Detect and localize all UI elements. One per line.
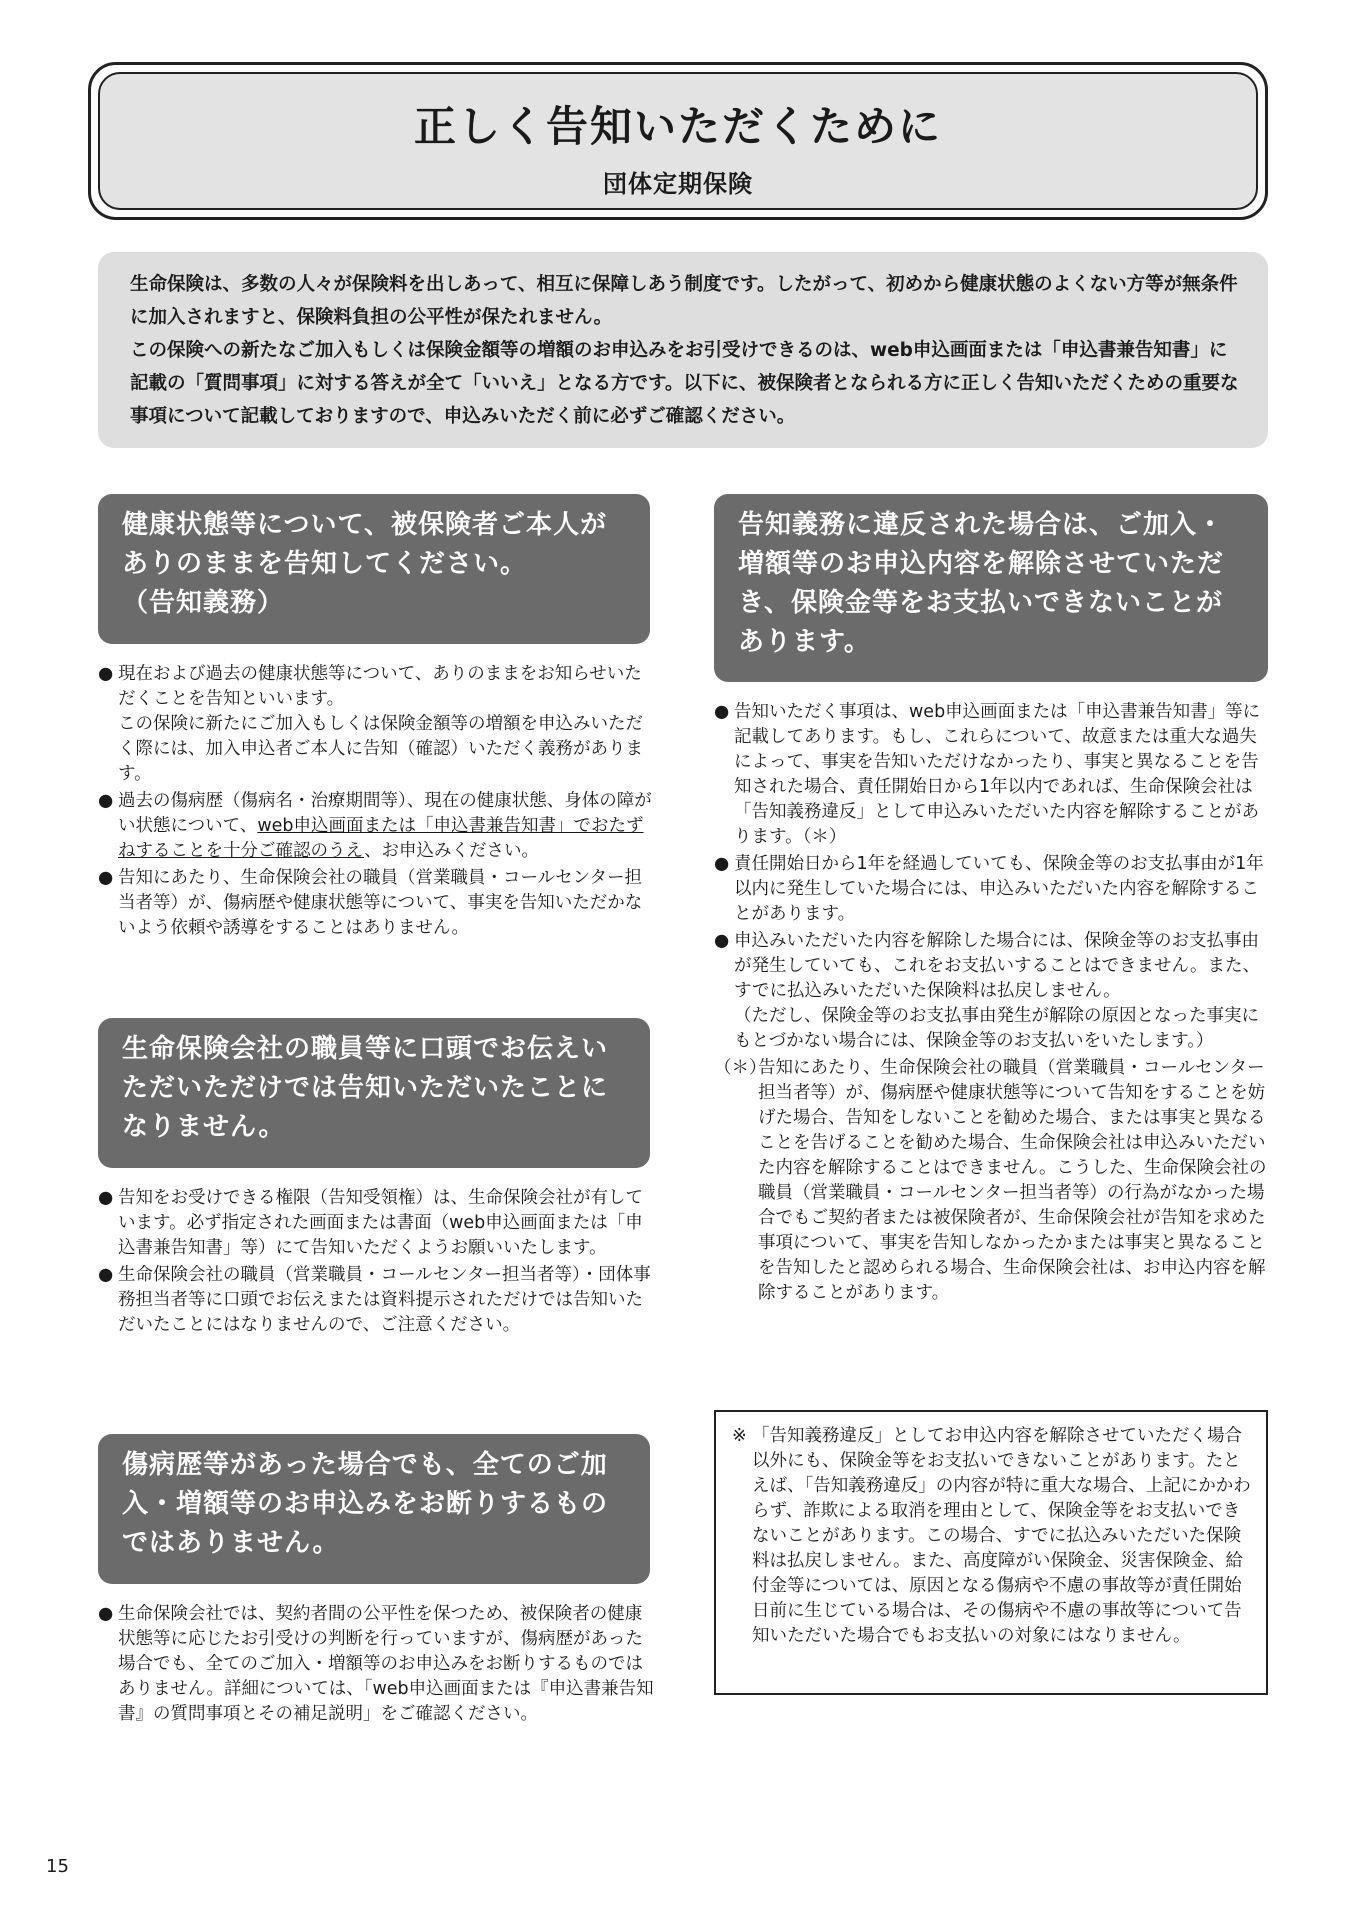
intro-box — [98, 252, 1268, 448]
note-mark: ※ — [732, 1426, 747, 1446]
item-text: 告知をお受けできる権限（告知受領権）は、生命保険会社が有しています。必ず指定された画面または書面（web申込画面または「申込書兼告知書」等）にて告知いただくようお願いいたします。 — [118, 1188, 643, 1258]
item-text: 責任開始日から1年を経過していても、保険金等のお支払事由が1年以内に発生していた場合には、申込みいただいた内容を解除することがあります。 — [734, 854, 1264, 924]
heading-line: あります。 — [738, 627, 871, 657]
heading-line: ただいただけでは告知いただいたことに — [122, 1073, 609, 1103]
section-heading-medical-history — [98, 1434, 650, 1584]
item-text: 生命保険会社の職員（営業職員・コールセンター担当者等）・団体事務担当者等に口頭でお伝えまたは資料提示されただけでは告知いただいたことにはなりませんので、ご注意ください。 — [118, 1265, 651, 1335]
heading-line: き、保険金等をお支払いできないことが — [738, 588, 1223, 618]
list-item — [98, 1186, 654, 1261]
section-body-oral-notice — [98, 1186, 654, 1338]
note-box — [714, 1410, 1268, 1695]
heading-line: 入・増額等のお申込みをお断りするもの — [122, 1489, 609, 1519]
page-number: 15 — [46, 1856, 69, 1877]
heading-line: 告知義務に違反された場合は、ご加入・ — [738, 510, 1225, 540]
item-text: 、お申込みください。 — [364, 841, 540, 861]
list-item — [98, 662, 654, 787]
section-heading-duty-to-disclose — [98, 494, 650, 644]
list-item — [98, 1263, 654, 1338]
title-frame — [88, 62, 1268, 220]
title-box — [98, 72, 1258, 210]
page-subtitle: 団体定期保険 — [603, 170, 753, 198]
item-text: 申込みいただいた内容を解除した場合には、保険金等のお支払事由が発生していても、これをお支払いすることはできません。また、すでに払込みいただいた保険料は払戻しません。 — [734, 931, 1261, 1001]
item-text-continued: この保険に新たにご加入もしくは保険金額等の増額を申込みいただく際には、加入申込者ご本人に告知（確認）いただく義務があります。 — [118, 714, 643, 784]
bullet-icon: ● — [98, 1604, 114, 1624]
heading-line: ありのままを告知してください。 — [122, 549, 528, 579]
item-text: 告知にあたり、生命保険会社の職員（営業職員・コールセンター担当者等）が、傷病歴や健康状態等について、事実を告知いただかないよう依頼や誘導をすることはありません。 — [118, 868, 643, 938]
heading-line: 傷病歴等があった場合でも、全てのご加 — [122, 1450, 608, 1480]
footnote-text: 告知にあたり、生命保険会社の職員（営業職員・コールセンター担当者等）が、傷病歴や健康状態等について告知をすることを妨げた場合、告知をしないことを勧めた場合、または事実と異なることを告げることを勧めた場合、生命保険会社は申込みいただいた内容を解除することはできません。こうした、生命保険会社の職員（営業職員・コールセンター担当者等）の行為がなかった場合でもご契約者または被保険者が、生命保険会社が告知を求めた事項について、事実を告知しなかったかまたは事実と異なることを告知したと認められる場合、生命保険会社は、お申込内容を解除することがあります。 — [758, 1058, 1267, 1303]
heading-line: なりません。 — [122, 1112, 286, 1142]
item-text-continued: （ただし、保険金等のお支払事由発生が解除の原因となった事実にもとづかない場合には、保険金等のお支払いをいたします。） — [734, 1006, 1259, 1051]
section-heading-violation — [714, 494, 1268, 682]
section-body-violation — [714, 700, 1270, 1306]
bullet-icon: ● — [98, 791, 114, 811]
list-item — [98, 789, 654, 864]
asterisk-mark: （＊） — [714, 1058, 767, 1078]
section-body-medical-history — [98, 1602, 654, 1727]
list-item — [714, 852, 1270, 927]
bullet-icon: ● — [98, 1188, 114, 1208]
note-item — [732, 1424, 1252, 1649]
list-item — [98, 1602, 654, 1727]
note-text: 「告知義務違反」としてお申込内容を解除させていただく場合以外にも、保険金等をお支払いできないことがあります。たとえば、「告知義務違反」の内容が特に重大な場合、上記にかかわらず、詐欺による取消を理由として、保険金等をお支払いできないことがあります。この場合、すでに払込みいただいた保険料は払戻しません。また、高度障がい保険金、災害保険金、給付金等については、原因となる傷病や不慮の事故等が責任開始日前に生じている場合は、その傷病や不慮の事故等について告知いただいた場合でもお支払いの対象にはなりません。 — [752, 1426, 1251, 1646]
list-item — [714, 700, 1270, 850]
bullet-icon: ● — [98, 868, 114, 888]
list-item — [714, 929, 1270, 1054]
item-text: 過去の傷病歴（傷病名・治療期間等）、現在の健康状態、身体の障がい状態について、 — [118, 791, 652, 836]
section-heading-oral-notice — [98, 1018, 650, 1168]
heading-line: 健康状態等について、被保険者ご本人が — [122, 510, 607, 540]
heading-line: 増額等のお申込内容を解除させていただ — [738, 549, 1225, 579]
item-text: 現在および過去の健康状態等について、ありのままをお知らせいただくことを告知といいます。 — [118, 664, 642, 709]
section-body-duty-to-disclose — [98, 662, 654, 941]
item-text: 生命保険会社では、契約者間の公平性を保つため、被保険者の健康状態等に応じたお引受けの判断を行っていますが、傷病歴があった場合でも、全てのご加入・増額等のお申込みをお断りするものではありません。詳細については、「web申込画面または『申込書兼告知書』の質問事項とその補足説明」をご確認ください。 — [118, 1604, 654, 1724]
bullet-icon: ● — [714, 702, 730, 722]
list-item — [98, 866, 654, 941]
footnote-item — [714, 1056, 1270, 1306]
bullet-icon: ● — [714, 854, 730, 874]
heading-line: （告知義務） — [122, 588, 285, 618]
underlined-text: web申込画面または「申込書兼告知書」でおたずねすることを十分ご確認のうえ — [118, 816, 644, 861]
page-title: 正しく告知いただくために — [413, 102, 942, 151]
bullet-icon: ● — [98, 664, 114, 684]
item-text: 告知いただく事項は、web申込画面または「申込書兼告知書」等に記載してあります。もし、これらについて、故意または重大な過失によって、事実を告知いただけなかったり、事実と異なることを告知された場合、責任開始日から1年以内であれば、生命保険会社は「告知義務違反」として申込みいただいた内容を解除することがあります。（＊） — [734, 702, 1261, 847]
bullet-icon: ● — [714, 931, 730, 951]
heading-line: 生命保険会社の職員等に口頭でお伝えい — [122, 1034, 609, 1064]
heading-line: ではありません。 — [122, 1528, 340, 1558]
intro-paragraph-1: 生命保険は、多数の人々が保険料を出しあって、相互に保障しあう制度です。したがって、初めから健康状態のよくない方等が無条件に加入されますと、保険料負担の公平性が保たれません。 — [130, 274, 1238, 328]
intro-paragraph-2: この保険への新たなご加入もしくは保険金額等の増額のお申込みをお引受けできるのは、web申込画面または「申込書兼告知書」に記載の「質問事項」に対する答えが全て「いいえ」となる方です。以下に、被保険者となられる方に正しく告知いただくための重要な事項について記載しておりますので、申込みいただく前に必ずご確認ください。 — [130, 340, 1239, 427]
bullet-icon: ● — [98, 1265, 114, 1285]
